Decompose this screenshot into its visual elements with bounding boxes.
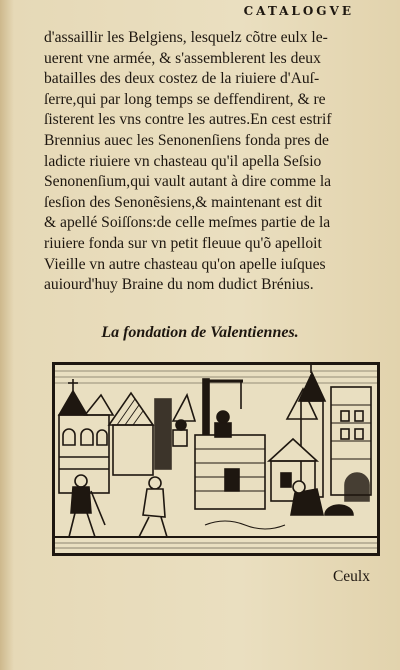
text-line: d'assaillir les Belgiens, lesquelz cõtre eulx le- — [44, 29, 328, 46]
catchword: Ceulx — [332, 568, 370, 585]
section-heading: La fondation de Valentiennes. — [101, 324, 299, 341]
text-line: uerent vne armée, & s'assemblerent les deux — [44, 49, 321, 67]
text-line: ſerre,qui par long temps se deffendirent, & re — [44, 90, 326, 108]
text-line: batailles des deux costez de la riuiere d'Auſ- — [44, 70, 320, 88]
text-line: ſesſion des Senonẽsiens,& maintenant est dit — [44, 193, 323, 211]
text-line: Senonenſium,qui vault autant à dire comme la — [44, 173, 332, 191]
text-line: auiourd'huy Braine du nom dudict Brénius. — [44, 276, 314, 294]
running-head: CATALOGVE — [243, 4, 354, 18]
text-line: ſisterent les vns contre les autres.En cest estrif — [44, 111, 332, 129]
text-line: & apellé Soiſſons:de celle meſmes partie de la — [44, 214, 331, 232]
text-line: Brennius auec les Senonenſiens fonda pres de — [44, 131, 329, 149]
woodcut-illustration — [52, 362, 380, 556]
text-line: riuiere fonda sur vn petit fleuue qu'õ apelloit — [44, 234, 322, 252]
text-line: ladicte riuiere vn chasteau qu'il apella Seſsio — [44, 152, 322, 170]
woodcut-illustration-drawing — [55, 365, 377, 553]
body-text — [44, 28, 386, 296]
text-line: Vieille vn autre chasteau qu'on apelle iuſques — [44, 255, 326, 273]
